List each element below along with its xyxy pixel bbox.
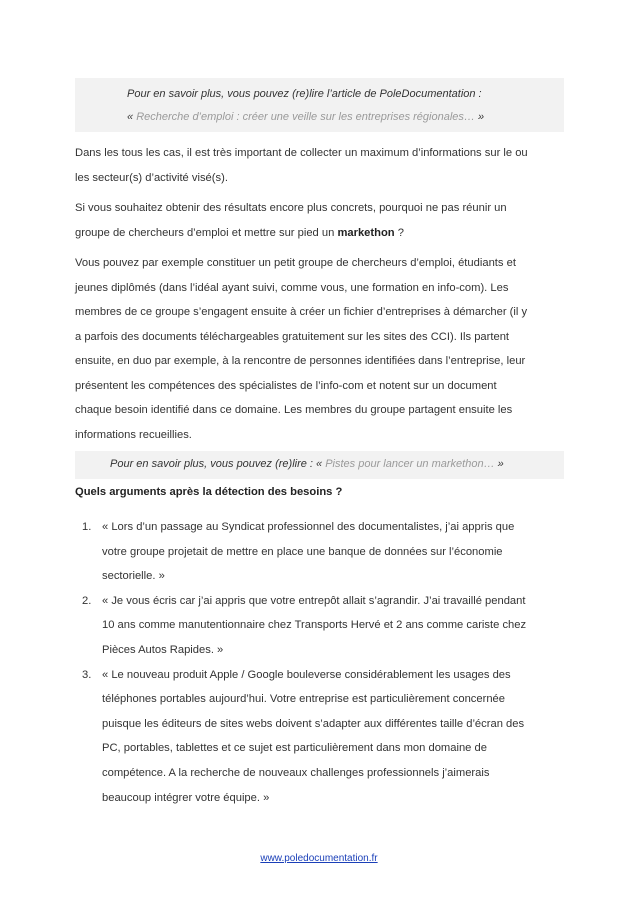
text-line: membres de ce groupe s’engagent ensuite à créer un fichier d’entreprises à démarcher (il y	[75, 306, 528, 318]
close-quote: »	[474, 111, 485, 123]
text-line: Si vous souhaitez obtenir des résultats encore plus concrets, pourquoi ne pas réunir un	[75, 202, 507, 214]
read-more-intro: Pour en savoir plus, vous pouvez (re)lire : «	[110, 458, 326, 470]
text-line: « Le nouveau produit Apple / Google bouleverse considérablement les usages des	[102, 668, 511, 681]
text-line: chaque besoin identifié dans ce domaine. Les membres du groupe partagent ensuite les	[75, 404, 513, 416]
text-line: Dans les tous les cas, il est très important de collecter un maximum d’informations sur le ou	[75, 147, 528, 159]
text-line: a parfois des documents téléchargeables gratuitement sur les sites des CCI). Ils partent	[75, 330, 510, 343]
list-number: 1.	[82, 521, 92, 533]
read-more-box-markethon	[75, 451, 564, 479]
read-more-link-line	[127, 111, 484, 123]
read-more-intro: Pour en savoir plus, vous pouvez (re)lire l’article de PoleDocumentation :	[127, 88, 482, 100]
text-line: compétence. A la recherche de nouveaux challenges professionnels j’aimerais	[102, 766, 490, 779]
read-more-line	[110, 458, 504, 470]
text-segment: groupe de chercheurs d’emploi et mettre sur pied un	[75, 226, 338, 239]
section-heading: Quels arguments après la détection des besoins ?	[75, 486, 343, 498]
paragraph-markethon	[75, 196, 567, 245]
paragraph-group-example	[75, 251, 567, 447]
footer-website-link[interactable]: www.poledocumentation.fr	[260, 853, 378, 864]
text-line: informations recueillies.	[75, 428, 192, 441]
text-line: présentent les compétences des spécialistes de l’info-com et notent sur un document	[75, 379, 497, 392]
text-line: « Lors d’un passage au Syndicat professionnel des documentalistes, j’ai appris que	[102, 521, 515, 533]
text-line: « Je vous écris car j’ai appris que votre entrepôt allait s’agrandir. J’ai travaillé pendant	[102, 594, 526, 607]
text-line: les secteur(s) d’activité visé(s).	[75, 171, 228, 184]
text-line: jeunes diplômés (dans l’idéal ayant suivi, comme vous, une formation en info-com). Les	[75, 281, 509, 294]
text-line: ensuite, en duo par exemple, à la rencontre de personnes identifiées dans l’entreprise, leur	[75, 355, 526, 367]
text-line: puisque les éditeurs de sites webs doivent s’adapter aux différentes taille d’écran des	[102, 717, 525, 730]
list-number: 2.	[82, 594, 92, 607]
read-more-box-veille	[75, 78, 564, 132]
text-line: beaucoup intégrer votre équipe. »	[102, 791, 270, 804]
text-line: PC, portables, tablettes et ce sujet est particulièrement dans mon domaine de	[102, 742, 487, 755]
list-item	[75, 589, 567, 663]
article-link-veille[interactable]: Recherche d’emploi : créer une veille sur les entreprises régionales…	[136, 111, 475, 123]
text-line: sectorielle. »	[102, 570, 165, 583]
text-segment: ?	[394, 226, 404, 239]
close-quote: »	[494, 458, 504, 470]
text-line: 10 ans comme manutentionnaire chez Transports Hervé et 2 ans comme cariste chez	[102, 619, 527, 632]
text-line: téléphones portables aujourd’hui. Votre entreprise est particulièrement concernée	[102, 693, 505, 706]
paragraph-collect-info	[75, 141, 567, 190]
markethon-keyword: markethon	[337, 226, 395, 239]
text-line: Pièces Autos Rapides. »	[102, 643, 224, 656]
list-item	[75, 515, 567, 589]
text-line: votre groupe projetait de mettre en place une banque de données sur l’économie	[102, 545, 503, 558]
arguments-list	[75, 515, 567, 810]
article-link-markethon[interactable]: Pistes pour lancer un markethon…	[325, 458, 495, 470]
list-item	[75, 663, 567, 811]
list-number: 3.	[82, 668, 92, 681]
open-quote: «	[127, 111, 137, 123]
text-line: Vous pouvez par exemple constituer un petit groupe de chercheurs d’emploi, étudiants et	[75, 257, 516, 269]
text-line	[75, 221, 567, 246]
